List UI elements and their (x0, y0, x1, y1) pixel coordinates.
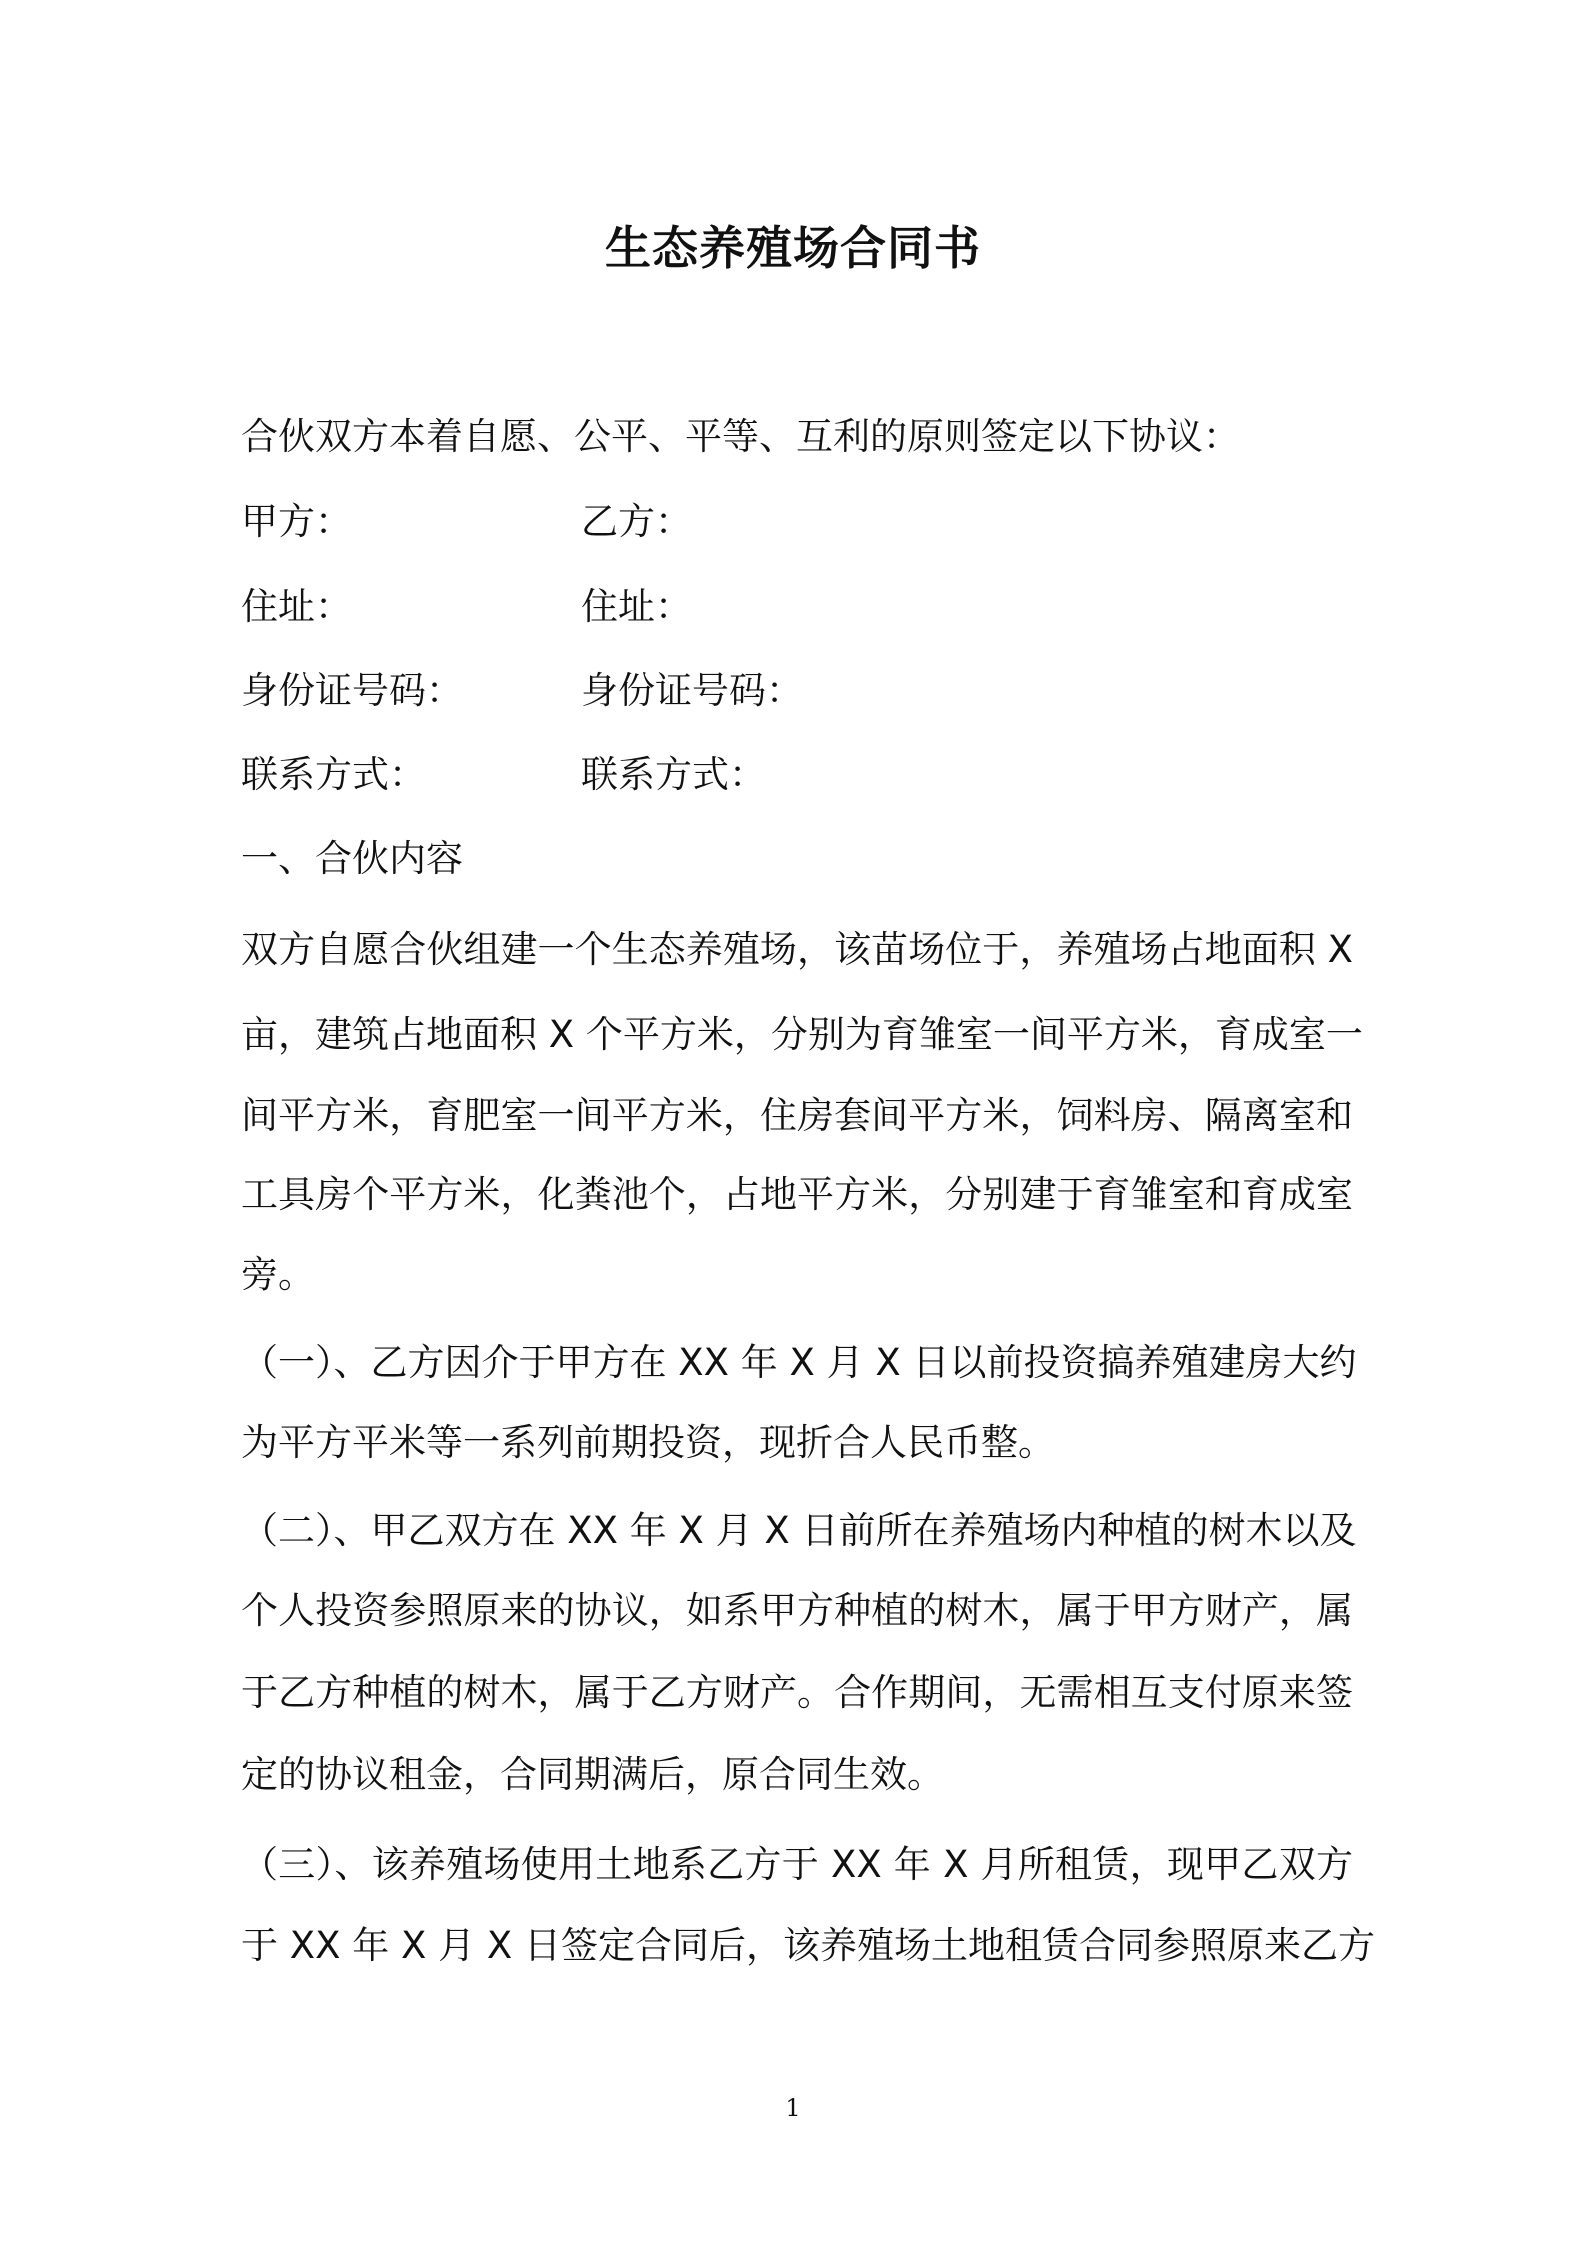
paragraph-line: 双方自愿合伙组建一个生态养殖场，该苗场位于，养殖场占地面积 X (241, 928, 1353, 971)
clause-line: 个人投资参照原来的协议，如系甲方种植的树木，属于甲方财产，属 (241, 1589, 1353, 1632)
clause-line: 于乙方种植的树木，属于乙方财产。合作期间，无需相互支付原来签 (241, 1671, 1353, 1714)
clause-line: （一）、乙方因介于甲方在 XX 年 X 月 X 日以前投资搞养殖建房大约 (241, 1341, 1357, 1384)
page-number: 1 (785, 2094, 801, 2122)
intro-text: 合伙双方本着自愿、公平、平等、互利的原则签定以下协议： (241, 415, 1240, 458)
party-a-id-label: 身份证号码： (241, 669, 463, 712)
clause-line: 定的协议租金，合同期满后，原合同生效。 (241, 1753, 944, 1796)
clause-line: （二）、甲乙双方在 XX 年 X 月 X 日前所在养殖场内种植的树木以及 (241, 1509, 1357, 1552)
paragraph-line: 亩，建筑占地面积 X 个平方米，分别为育雏室一间平方米，育成室一 (241, 1013, 1363, 1056)
party-a-contact-label: 联系方式： (241, 753, 426, 796)
document-title: 生态养殖场合同书 (605, 221, 981, 275)
section-heading: 一、合伙内容 (241, 837, 463, 880)
clause-line: 于 XX 年 X 月 X 日签定合同后，该养殖场土地租赁合同参照原来乙方 (241, 1924, 1375, 1967)
party-b-address-label: 住址： (581, 585, 692, 628)
party-b-id-label: 身份证号码： (581, 669, 803, 712)
paragraph-line: 工具房个平方米，化粪池个，占地平方米，分别建于育雏室和育成室 (241, 1173, 1353, 1216)
clause-line: 为平方平米等一系列前期投资，现折合人民币整。 (241, 1421, 1055, 1464)
paragraph-line: 旁。 (241, 1253, 315, 1296)
party-a-address-label: 住址： (241, 585, 352, 628)
paragraph-line: 间平方米，育肥室一间平方米，住房套间平方米，饲料房、隔离室和 (241, 1094, 1353, 1137)
party-b-label: 乙方： (581, 500, 692, 543)
clause-line: （三）、该养殖场使用土地系乙方于 XX 年 X 月所租赁，现甲乙双方 (241, 1843, 1353, 1886)
party-b-contact-label: 联系方式： (581, 753, 766, 796)
party-a-label: 甲方： (241, 500, 352, 543)
